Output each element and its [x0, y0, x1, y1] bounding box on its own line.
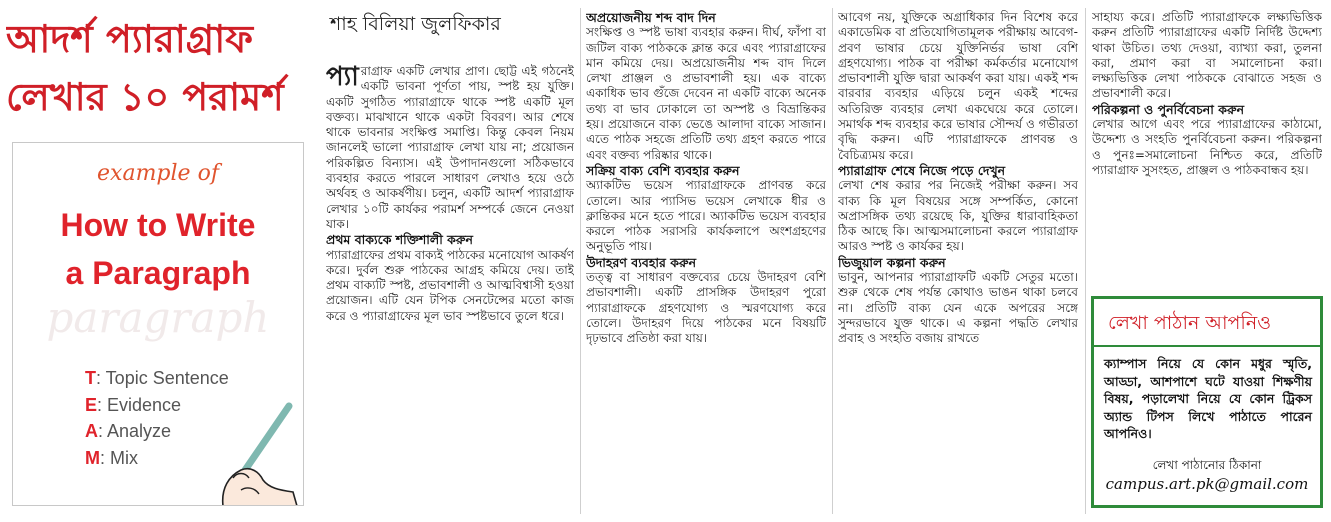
section-text: প্যারাগ্রাফের প্রথম বাক্যই পাঠকের মনোযোগ আকর্ষণ করে। দুর্বল শুরু পাঠকের আগ্রহ কমিয়ে দেয়। তাই প্রথম বাক্যটি স্পষ্ট, প্রভাবশালী ও আত্মবিশ্বাসী হওয়া প্রয়োজন। এটি যেন টপিক সেনটেন্সের মতো কাজ করে ও প্যারাগ্রাফের মূল ভাব স্পষ্টভাবে তুলে ধরে।: [326, 247, 574, 323]
column-divider: [832, 8, 833, 514]
team-key: E: [85, 394, 98, 415]
team-item-t: [85, 365, 229, 392]
illustration-example-of: example of: [97, 161, 219, 186]
illustration: [12, 142, 304, 506]
team-text: : Topic Sentence: [96, 368, 229, 388]
section-heading: প্রথম বাক্যকে শক্তিশালী করুন: [326, 232, 473, 248]
illustration-title: [13, 201, 303, 297]
submission-body: ক্যাম্পাস নিয়ে যে কোন মধুর স্মৃতি, আড্ডা, আশপাশে ঘটে যাওয়া শিক্ষণীয় বিষয়, পড়ালেখা নিয়ে যে কোন ট্রিকস অ্যান্ড টিপস লিখে পাঠাতে পারেন আপনিও।: [1104, 356, 1312, 441]
illustration-title-line-1: How to Write: [60, 207, 256, 243]
team-text: : Analyze: [98, 421, 172, 441]
section-heading: উদাহরণ ব্যবহার করুন: [586, 254, 697, 270]
hand-writing-icon: [193, 398, 303, 506]
section-text: সাহায্য করে। প্রতিটি প্যারাগ্রাফকে লক্ষ্যভিত্তিক করুন প্রতিটি প্যারাগ্রাফের একটি নির্দিষ্ট উদ্দেশ্য থাকা উচিত। তথ্য দেওয়া, ব্যাখ্যা করা, তুলনা করা, প্রমাণ করা বা সমালোচনা করা। লক্ষ্যভিত্তিক লেখা পাঠককে বোঝাতে সহজ ও প্রভাবশালী করে।: [1092, 10, 1322, 101]
section-heading: অপ্রয়োজনীয় শব্দ বাদ দিন: [586, 10, 716, 25]
team-key: A: [85, 421, 98, 441]
article-intro-text: রাগ্রাফ একটি লেখার প্রাণ। ছোট্ট এই গঠনেই একটি ভাবনা পূর্ণতা পায়, স্পষ্ট হয় যুক্তি। একটি সুগঠিত প্যারাগ্রাফে থাকে স্পষ্ট একটি মূল বক্তব্য। মাঝখানে থাকে একটা বিবরণ। আর শেষে থাকে ভাবনার সংক্ষিপ্ত সমাপ্তি। কিন্তু কেবল নিয়ম জানলেই ভালো প্যারাগ্রাফ লেখা যায় না; প্রয়োজন পরিকল্পিত বিন্যাস। এই উপাদানগুলো সঠিকভাবে ব্যবহার করতে পারলে সাধারণ লেখাও হয়ে ওঠে অর্থবহ ও আকর্ষণীয়। চলুন, একটি আদর্শ প্যারাগ্রাফ লেখার ১০টি কার্যকর পরামর্শ সম্পর্কে জেনে নেওয়া যাক।: [326, 64, 574, 231]
section-text: লেখা শেষ করার পর নিজেই পরীক্ষা করুন। সব বাক্য কি মূল বিষয়ের সঙ্গে সম্পর্কিত, কোনো অপ্রাসঙ্গিক তথ্য রয়েছে কি, যুক্তির ধারাবাহিকতা ঠিক আছে কি। আত্মসমালোচনা করলে প্যারাগ্রাফ আরও স্পষ্ট ও কার্যকর হয়।: [838, 178, 1078, 254]
byline: শাহ বিলিয়া জুলফিকার: [330, 13, 501, 35]
submission-box: [1091, 296, 1323, 508]
section-text: তত্ত্ব বা সাধারণ বক্তব্যের চেয়ে উদাহরণ বেশি প্রভাবশালী। একটি প্রাসঙ্গিক উদাহরণ পুরো প্যারাগ্রাফকে গ্রহণযোগ্য ও স্মরণযোগ্য করে তোলে। উদাহরণ দিয়ে পাঠকের মনে বিষয়টি দৃঢ়ভাবে প্রতিষ্ঠা করা যায়।: [586, 270, 826, 346]
team-text: : Evidence: [97, 394, 182, 415]
section-text: লেখার আগে এবং পরে প্যারাগ্রাফের কাঠামো, উদ্দেশ্য ও সংহতি পুনর্বিবেচনা করুন। পরিকল্পনা ও পুনঃ=সমালোচনা নিশ্চিত করে, প্রতিটি প্যারাগ্রাফ সুসংহত, প্রাঞ্জল ও পাঠকবান্ধব হয়।: [1092, 117, 1322, 177]
column-divider: [580, 8, 581, 514]
illustration-ghost-text: paragraph: [46, 293, 270, 342]
email-address[interactable]: campus.art.pk@gmail.com: [1105, 475, 1309, 493]
team-key: M: [85, 447, 100, 468]
headline-line-2: লেখার ১০ পরামর্শ: [6, 75, 284, 119]
article-column-3: [838, 10, 1078, 515]
team-key: T: [85, 368, 96, 388]
headline: [6, 10, 318, 126]
dropcap: প্যা: [326, 64, 359, 92]
section-text: আবেগ নয়, যুক্তিকে অগ্রাধিকার দিন বিশেষ করে একাডেমিক বা প্রতিযোগিতামূলক পরীক্ষায় আবেগ-প্রবণ ভাষার চেয়ে যুক্তিনির্ভর ভাষা বেশি গ্রহণযোগ্য। পাঠক বা পরীক্ষা কর্মকর্তার মনোযোগ প্রভাবশালী যুক্তি দ্বারা আকর্ষণ করা যায়। একই শব্দ বারবার ব্যবহার এড়িয়ে চলুন একই শব্দের অতিরিক্ত ব্যবহার লেখা একঘেয়ে করে তোলে। সমার্থক শব্দ ব্যবহার করে ভাষার সৌন্দর্য ও গভীরতা বৃদ্ধি করুন। এটি প্যারাগ্রাফকে প্রাণবন্ত ও বৈচিত্র্যময় করে।: [838, 10, 1078, 162]
article-intro: [326, 64, 574, 232]
section-text: ভাবুন, আপনার প্যারাগ্রাফটি একটি সেতুর মতো। শুরু থেকে শেষ পর্যন্ত কোথাও ভাঙন থাকা চলবে না। প্রতিটি বাক্য যেন একে অপরের সঙ্গে সুন্দরভাবে যুক্ত থাকে। এ কল্পনা পদ্ধতি লেখার প্রবাহ ও সংহতি বজায় রাখতে: [838, 270, 1078, 346]
column-divider: [1085, 8, 1086, 514]
headline-line-1: আদর্শ প্যারাগ্রাফ: [6, 17, 254, 61]
team-text: : Mix: [100, 447, 138, 468]
illustration-title-line-2: a Paragraph: [65, 255, 251, 291]
article-column-1: [326, 64, 574, 516]
address-label: লেখা পাঠানোর ঠিকানা: [1152, 458, 1262, 472]
section-text: সংক্ষিপ্ত ও স্পষ্ট ভাষা ব্যবহার করুন। দীর্ঘ, ফাঁপা বা জটিল বাক্য পাঠককে ক্লান্ত করে এবং প্যারাগ্রাফের মান কমিয়ে দেয়। অপ্রয়োজনীয় শব্দ বাদ দিলে লেখা প্রাঞ্জল ও প্রভাবশালী হয়। এক বাক্যে একাধিক ভাব গুঁজে দেবেন না একটি বাক্যে অনেক তথ্য বা ভাব ঢোকালে তা অস্পষ্ট ও বিভ্রান্তিকর হয়। প্রয়োজনে বাক্য ভেঙে আলাদা বাক্যে সাজান। এতে পাঠক সহজে প্রতিটি তথ্য গ্রহণ করতে পারে এবং বক্তব্য পরিষ্কার থাকে।: [586, 25, 826, 162]
article-column-4: [1092, 10, 1322, 292]
article-column-2: [586, 10, 826, 510]
submission-divider: [1094, 345, 1320, 347]
submission-title: লেখা পাঠান আপনিও: [1108, 312, 1272, 334]
section-heading: পরিকল্পনা ও পুনর্বিবেচনা করুন: [1092, 101, 1245, 117]
section-heading: ভিজুয়াল কল্পনা করুন: [838, 254, 946, 270]
section-text: অ্যাকটিভ ভয়েস প্যারাগ্রাফকে প্রাণবন্ত করে তোলে। আর প্যাসিভ ভয়েস লেখাকে ধীর ও ক্লান্তিকর মনে হতে পারে। অ্যাকটিভ ভয়েস ব্যবহার করলে পাঠক সরাসরি কার্যকলাপে অংশগ্রহণের অনুভূতি পায়।: [586, 178, 826, 254]
section-heading: সক্রিয় বাক্য বেশি ব্যবহার করুন: [586, 162, 740, 178]
section-heading: প্যারাগ্রাফ শেষে নিজে পড়ে দেখুন: [838, 162, 1006, 178]
